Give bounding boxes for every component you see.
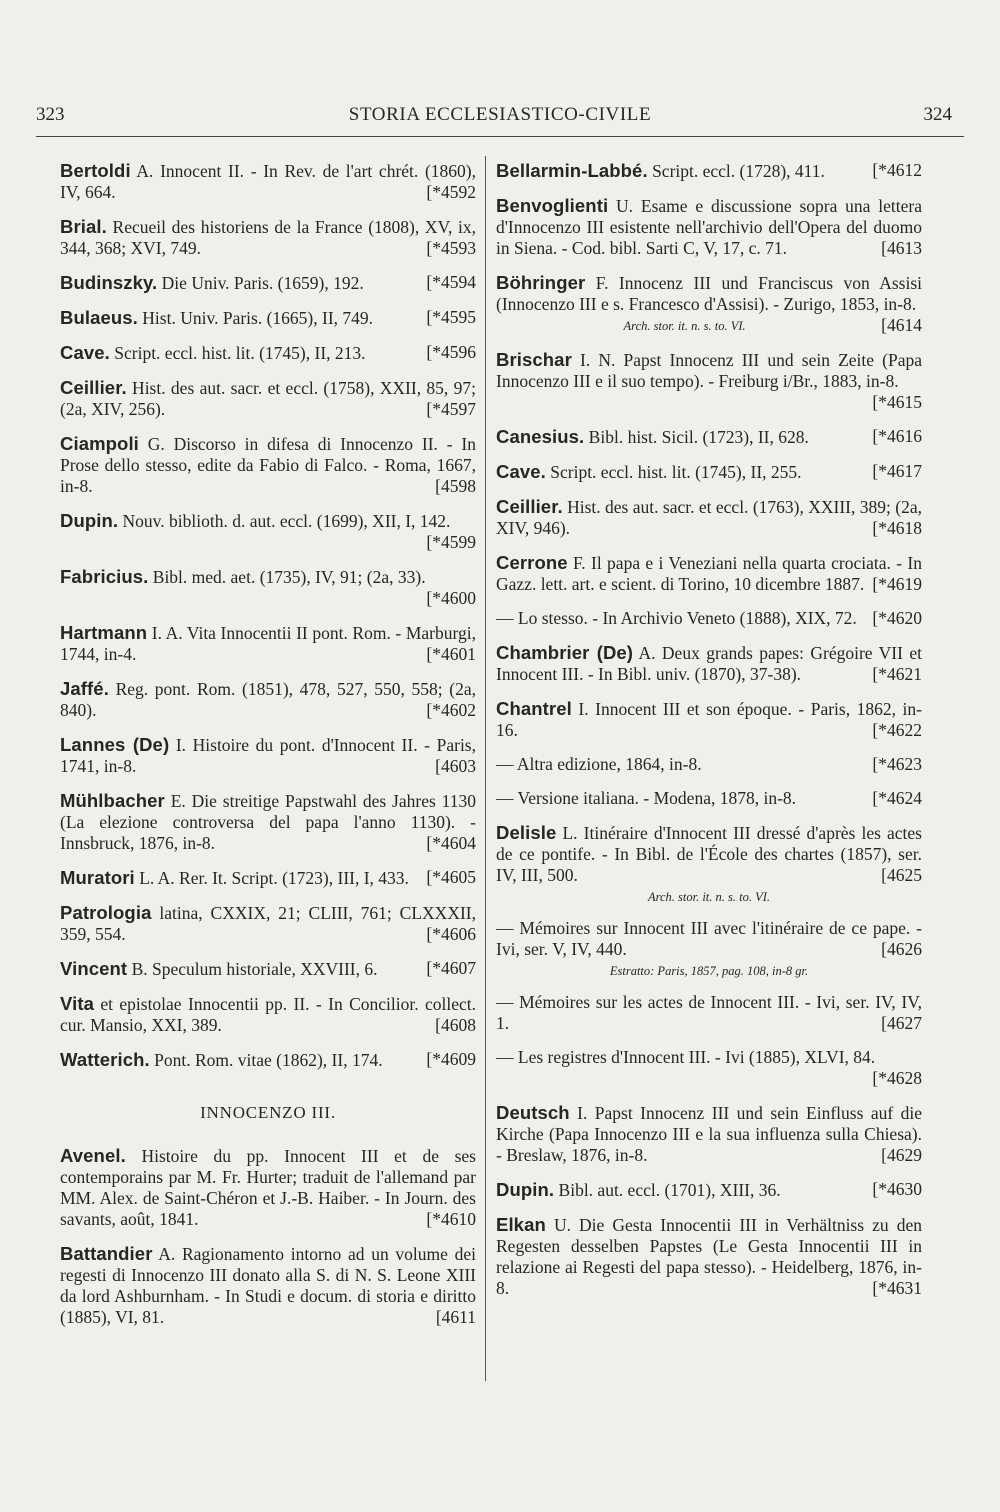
bibliography-entry (496, 552, 922, 595)
entry-citation: Pont. Rom. vitae (1862), II, 174. (149, 1050, 383, 1070)
bibliography-entry (496, 160, 922, 182)
entry-text (496, 461, 922, 483)
entry-citation: latina, CXXIX, 21; CLIII, 761; CLXXXII, 359, 554. (60, 903, 476, 944)
entry-author: Mühlbacher (60, 790, 165, 811)
bibliography-entry (60, 867, 476, 889)
entry-citation: — Mémoires sur les actes de Innocent III. - Ivi, ser. IV, IV, 1. (496, 992, 922, 1033)
entry-text (496, 1047, 922, 1088)
entry-author: Chantrel (496, 698, 572, 719)
bibliography-entry (60, 902, 476, 945)
entry-number: [4629 (881, 1145, 922, 1165)
entry-text (60, 377, 476, 420)
entry-number: [*4623 (872, 754, 922, 774)
entry-citation: — Les registres d'Innocent III. - Ivi (1885), XLVI, 84. (496, 1047, 876, 1067)
entry-number: [*4615 (872, 392, 922, 412)
entry-number: [*4600 (426, 588, 476, 608)
bibliography-entry (496, 698, 922, 741)
entry-citation: — Altra edizione, 1864, in-8. (496, 754, 702, 774)
entry-text (60, 1049, 476, 1071)
entry-number: [4603 (435, 756, 476, 776)
entry-number: [*4604 (426, 833, 476, 853)
bibliography-entry (496, 461, 922, 483)
entry-author: Brial. (60, 216, 107, 237)
entry-text (60, 216, 476, 259)
bibliography-entry (496, 642, 922, 685)
entry-citation: A. Ragionamento intorno ad un volume dei regesti di Innocenzo III donato alla S. di N. S. Leone XIII da lord Ashburnham. - In Studi e docum. di storia e diritto (1885), VI, 81. (60, 1244, 476, 1327)
bibliography-entry (60, 790, 476, 854)
bibliography-entry (496, 426, 922, 448)
entry-text (60, 993, 476, 1036)
entry-number: [*4597 (426, 399, 476, 419)
bibliography-entry (60, 1145, 476, 1230)
bibliography-entry (60, 622, 476, 665)
entry-number: [4626 (881, 939, 922, 959)
entry-number: [*4596 (426, 342, 476, 362)
entry-citation: I. Histoire du pont. d'Innocent II. - Paris, 1741, in-8. (60, 735, 476, 776)
entry-citation: Script. eccl. (1728), 411. (647, 161, 825, 181)
bibliography-entry (496, 1102, 922, 1166)
entry-citation: Hist. des aut. sacr. et eccl. (1758), XXII, 85, 97; (2a, XIV, 256). (60, 378, 476, 419)
entry-number: [*4610 (426, 1209, 476, 1229)
entry-author: Delisle (496, 822, 557, 843)
bibliography-entry (496, 822, 922, 905)
entry-author: Benvoglienti (496, 195, 609, 216)
entry-number: [*4617 (872, 461, 922, 481)
bibliography-entry (60, 958, 476, 980)
bibliography-entry (60, 433, 476, 497)
entry-text (60, 734, 476, 777)
section-title: INNOCENZO III. (200, 1103, 336, 1122)
entry-text (60, 433, 476, 497)
bibliography-entry (60, 566, 476, 609)
entry-number: [*4601 (426, 644, 476, 664)
entry-text (496, 642, 922, 685)
entry-citation: B. Speculum historiale, XXVIII, 6. (127, 959, 378, 979)
entry-text (60, 566, 476, 608)
entry-author: Muratori (60, 867, 135, 888)
entry-text (60, 1145, 476, 1230)
entry-number: [*4621 (872, 664, 922, 684)
entry-citation: Script. eccl. hist. lit. (1745), II, 213. (109, 343, 366, 363)
entry-text (496, 992, 922, 1034)
entry-author: Jaffé. (60, 678, 109, 699)
entry-number: [4608 (435, 1015, 476, 1035)
bibliography-entry (496, 918, 922, 979)
bibliography-entry (496, 608, 922, 629)
entry-number: [4627 (881, 1013, 922, 1033)
entry-number: [*4593 (426, 238, 476, 258)
entry-author: Cerrone (496, 552, 568, 573)
bibliography-entry (60, 377, 476, 420)
entry-citation: Bibl. med. aet. (1735), IV, 91; (2a, 33). (148, 567, 426, 587)
entry-number: [4611 (435, 1307, 476, 1327)
bibliography-entry (60, 216, 476, 259)
entry-author: Dupin. (496, 1179, 555, 1200)
entry-author: Battandier (60, 1243, 153, 1264)
entry-citation: — Versione italiana. - Modena, 1878, in-8. (496, 788, 797, 808)
entry-author: Vita (60, 993, 94, 1014)
entry-note: Arch. stor. it. n. s. to. VI. (623, 319, 746, 333)
entry-author: Bellarmin-Labbé. (496, 160, 648, 181)
entry-citation: Nouv. biblioth. d. aut. eccl. (1699), XII, I, 142. (118, 511, 451, 531)
left-column (60, 160, 476, 1341)
entry-number: [4598 (435, 476, 476, 496)
entry-author: Avenel. (60, 1145, 126, 1166)
entry-author: Bertoldi (60, 160, 131, 181)
entry-citation: I. Innocent III et son époque. - Paris, 1862, in-16. (496, 699, 922, 740)
entry-number: [*4630 (872, 1179, 922, 1199)
entry-number: [*4612 (872, 160, 922, 180)
entry-text (60, 790, 476, 854)
left-entry-list (60, 160, 476, 1071)
entry-number: [*4595 (426, 307, 476, 327)
entry-citation: — Mémoires sur Innocent III avec l'itinéraire de ce pape. - Ivi, ser. V, IV, 440. (496, 918, 922, 959)
entry-text (496, 195, 922, 259)
entry-author: Fabricius. (60, 566, 149, 587)
entry-author: Dupin. (60, 510, 119, 531)
entry-author: Budinszky. (60, 272, 158, 293)
header-rule (36, 136, 964, 137)
entry-citation: Bibl. aut. eccl. (1701), XIII, 36. (554, 1180, 781, 1200)
entry-author: Cave. (60, 342, 110, 363)
entry-note: Arch. stor. it. n. s. to. VI. (647, 890, 771, 904)
entry-number: [*4599 (426, 532, 476, 552)
bibliography-entry (496, 496, 922, 539)
entry-citation: Hist. des aut. sacr. et eccl. (1763), XXIII, 389; (2a, XIV, 946). (496, 497, 922, 538)
entry-text (60, 622, 476, 665)
entry-citation: L. A. Rer. It. Script. (1723), III, I, 433. (134, 868, 409, 888)
entry-number: [*4624 (872, 788, 922, 808)
entry-author: Cave. (496, 461, 546, 482)
entry-citation: Script. eccl. hist. lit. (1745), II, 255. (545, 462, 802, 482)
right-column (496, 160, 922, 1312)
entry-number: [*4609 (426, 1049, 476, 1069)
entry-citation: A. Innocent II. - In Rev. de l'art chrét. (1860), IV, 664. (60, 161, 476, 202)
entry-number: [*4631 (872, 1278, 922, 1298)
entry-author: Hartmann (60, 622, 148, 643)
entry-citation: G. Discorso in difesa di Innocenzo II. - In Prose dello stesso, edite da Fabio di Falco. - Roma, 1667, in-8. (60, 434, 476, 496)
entry-author: Elkan (496, 1214, 546, 1235)
entry-citation: — Lo stesso. - In Archivio Veneto (1888), XIX, 72. (496, 608, 857, 628)
bibliography-entry (60, 1243, 476, 1328)
entry-text (496, 1214, 922, 1299)
entry-number: [*4622 (872, 720, 922, 740)
entry-text (60, 867, 476, 889)
entry-number: [*4602 (426, 700, 476, 720)
bibliography-entry (496, 349, 922, 413)
entry-text (60, 272, 476, 294)
entry-number: [*4606 (426, 924, 476, 944)
entry-number: [*4592 (426, 182, 476, 202)
left-entry-list-2 (60, 1145, 476, 1328)
bibliography-entry (60, 1049, 476, 1071)
bibliography-entry (60, 678, 476, 721)
entry-number: [*4616 (872, 426, 922, 446)
left-page-number: 323 (36, 104, 65, 125)
bibliography-entry (496, 1214, 922, 1299)
entry-citation: Histoire du pp. Innocent III et de ses contemporains par M. Fr. Hurter; traduit de l'allemand par MM. Alex. de Saint-Chéron et J.-B. Haiber. - In Journ. des savants, août, 1841. (60, 1146, 476, 1229)
entry-citation: Die Univ. Paris. (1659), 192. (157, 273, 364, 293)
entry-citation: Bibl. hist. Sicil. (1723), II, 628. (584, 427, 809, 447)
entry-citation: E. Die streitige Papstwahl des Jahres 1130 (La elezione controversa del papa l'anno 1130). - Innsbruck, 1876, in-8. (60, 791, 476, 853)
bibliography-entry (496, 272, 922, 336)
bibliography-entry (496, 992, 922, 1034)
bibliography-entry (60, 307, 476, 329)
bibliography-entry (60, 510, 476, 553)
entry-text (496, 822, 922, 886)
entry-text (60, 510, 476, 552)
entry-citation: A. Deux grands papes: Grégoire VII et Innocent III. - In Bibl. univ. (1870), 37-38). (496, 643, 922, 684)
entry-number: [4614 (881, 315, 922, 335)
entry-number: [*4619 (872, 574, 922, 594)
entry-text (496, 160, 922, 182)
page-title: STORIA ECCLESIASTICO-CIVILE (348, 104, 652, 125)
entry-citation: Recueil des historiens de la France (1808), XV, ix, 344, 368; XVI, 749. (60, 217, 476, 258)
entry-text (60, 958, 476, 980)
entry-citation: I. N. Papst Innocenz III und sein Zeite (Papa Innocenzo III e il suo tempo). - Freiburg i/Br., 1883, in-8. (496, 350, 922, 391)
entry-number: [*4594 (426, 272, 476, 292)
entry-citation: I. A. Vita Innocentii II pont. Rom. - Marburgi, 1744, in-4. (60, 623, 476, 664)
entry-author: Vincent (60, 958, 128, 979)
entry-text (60, 160, 476, 203)
entry-text (496, 608, 922, 629)
entry-citation: F. Il papa e i Veneziani nella quarta crociata. - In Gazz. lett. art. e scient. di Torino, 10 dicembre 1887. (496, 553, 922, 594)
entry-text (496, 1179, 922, 1201)
entry-author: Ceillier. (60, 377, 127, 398)
entry-author: Böhringer (496, 272, 586, 293)
running-header (36, 104, 964, 134)
right-page-number: 324 (923, 104, 952, 125)
entry-number: [*4618 (872, 518, 922, 538)
bibliography-entry (496, 1047, 922, 1089)
entry-text (496, 788, 922, 809)
entry-author: Lannes (De) (60, 734, 170, 755)
entry-author: Brischar (496, 349, 572, 370)
bibliography-entry (496, 754, 922, 775)
entry-number: [*4620 (872, 608, 922, 628)
entry-text (60, 902, 476, 945)
entry-text (60, 678, 476, 721)
entry-citation: L. Itinéraire d'Innocent III dressé d'après les actes de ce pontife. - In Bibl. de l'École des chartes (1857), ser. IV, III, 500. (496, 823, 922, 885)
entry-author: Ceillier. (496, 496, 563, 517)
entry-author: Deutsch (496, 1102, 570, 1123)
entry-author: Canesius. (496, 426, 585, 447)
entry-text (496, 426, 922, 448)
entry-text (496, 1102, 922, 1166)
entry-text (60, 1243, 476, 1328)
entry-author: Watterich. (60, 1049, 150, 1070)
entry-citation: U. Esame e discussione sopra una lettera d'Innocenzo III esistente nell'archivio dell'Opera del duomo in Siena. - Cod. bibl. Sarti C, V, 17, c. 71. (496, 196, 922, 258)
entry-text (60, 307, 476, 329)
bibliography-entry (60, 272, 476, 294)
entry-note: Estratto: Paris, 1857, pag. 108, in-8 gr. (609, 964, 809, 978)
entry-text (496, 496, 922, 539)
entry-citation: Reg. pont. Rom. (1851), 478, 527, 550, 558; (2a, 840). (60, 679, 476, 720)
right-entry-list (496, 160, 922, 1299)
entry-number: [*4628 (872, 1068, 922, 1088)
entry-author: Patrologia (60, 902, 152, 923)
bibliography-entry (496, 195, 922, 259)
entry-number: [*4605 (426, 867, 476, 887)
entry-text (496, 698, 922, 741)
bibliography-entry (496, 788, 922, 809)
entry-author: Bulaeus. (60, 307, 138, 328)
bibliography-entry (496, 1179, 922, 1201)
bibliography-entry (60, 734, 476, 777)
column-divider (485, 156, 486, 1381)
entry-number: [4625 (881, 865, 922, 885)
entry-author: Chambrier (De) (496, 642, 634, 663)
bibliography-entry (60, 993, 476, 1036)
entry-text (60, 342, 476, 364)
entry-text (496, 552, 922, 595)
entry-citation: U. Die Gesta Innocentii III in Verhältniss zu den Regesten desselben Papstes (Le Gesta Innocentii III in relazione ai Regesti del papa stesso). - Heidelberg, 1876, in-8. (496, 1215, 922, 1298)
entry-citation: F. Innocenz III und Franciscus von Assisi (Innocenzo III e s. Francesco d'Assisi). - Zurigo, 1853, in-8. (496, 273, 922, 314)
entry-text (496, 349, 922, 412)
entry-citation: et epistolae Innocentii pp. II. - In Concilior. collect. cur. Mansio, XXI, 389. (60, 994, 476, 1035)
entry-text (496, 918, 922, 960)
entry-citation: Hist. Univ. Paris. (1665), II, 749. (137, 308, 374, 328)
entry-citation: I. Papst Innocenz III und sein Einfluss auf die Kirche (Papa Innocenzo III e la sua influenza sulla Chiesa). - Breslaw, 1876, in-8. (496, 1103, 922, 1165)
entry-number: [*4607 (426, 958, 476, 978)
entry-number: [4613 (881, 238, 922, 258)
bibliography-entry (60, 160, 476, 203)
entry-author: Ciampoli (60, 433, 139, 454)
bibliography-entry (60, 342, 476, 364)
entry-text (496, 754, 922, 775)
